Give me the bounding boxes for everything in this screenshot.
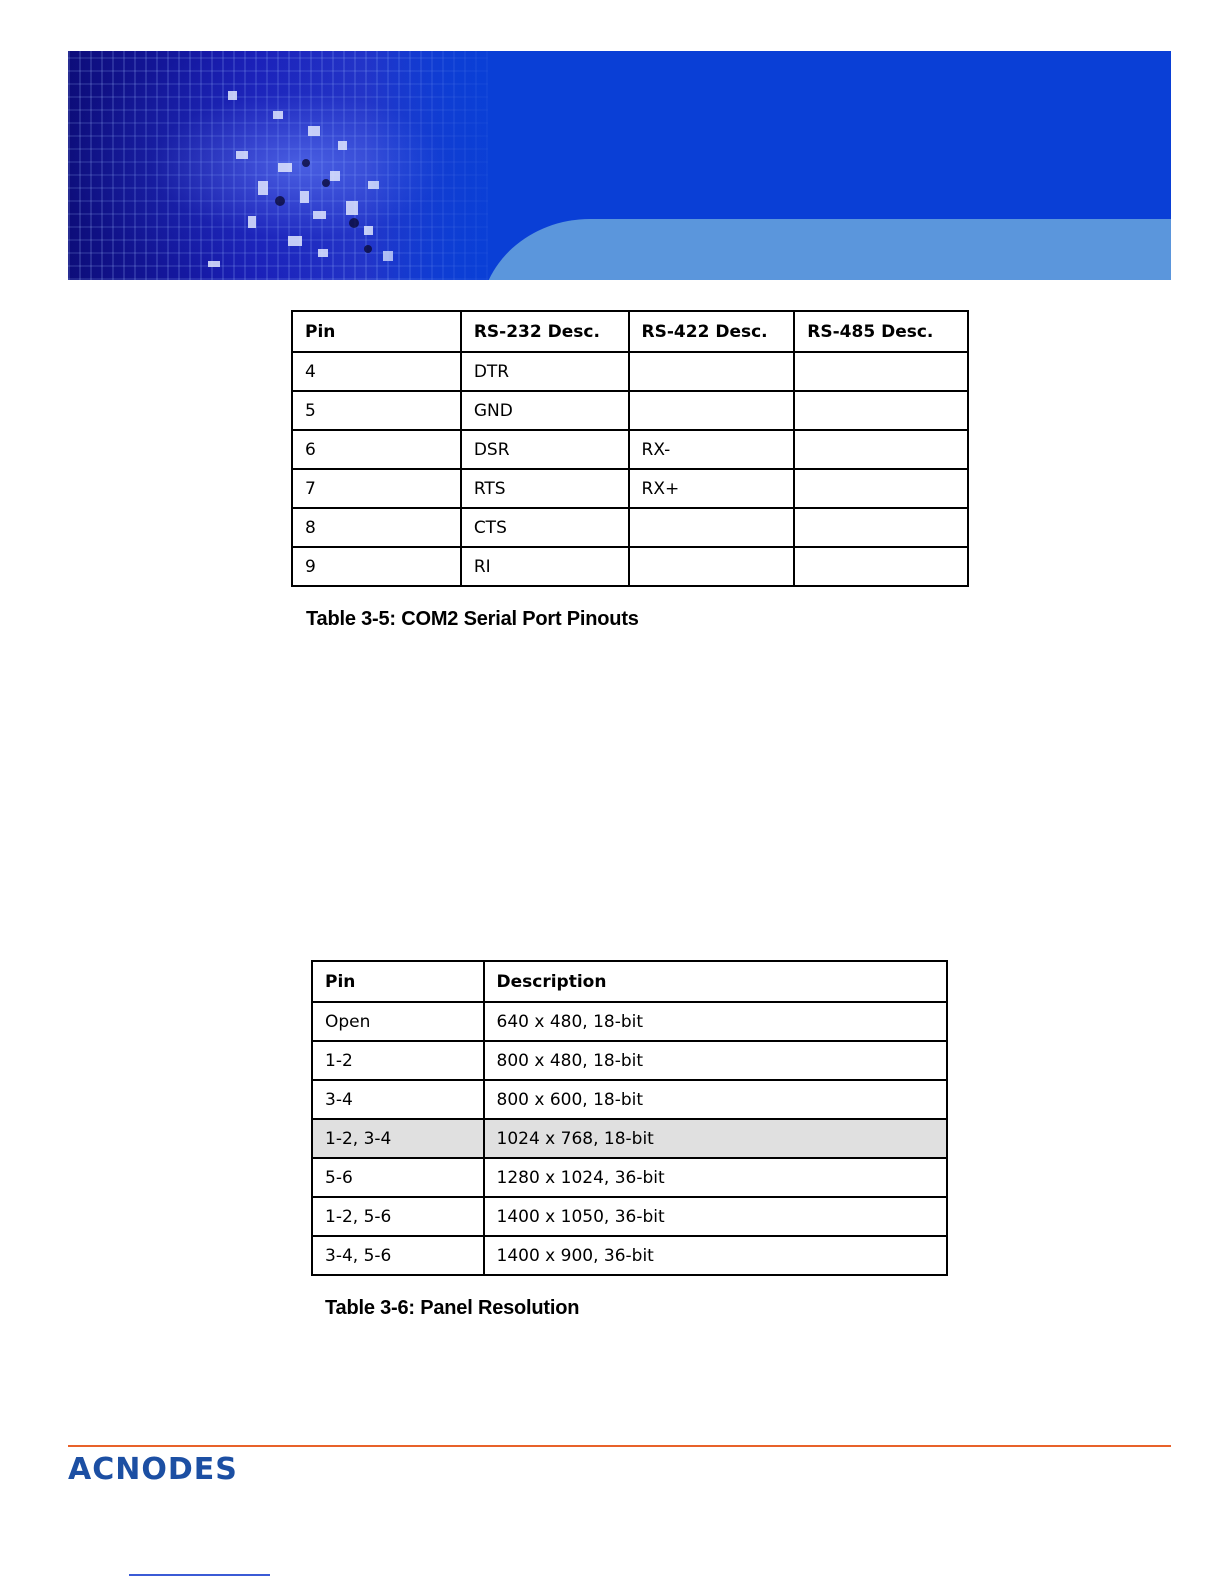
cell-rs232: DSR — [461, 430, 629, 469]
cell-rs232: RI — [461, 547, 629, 586]
table-header-row — [312, 961, 947, 1002]
cell-rs485 — [794, 352, 968, 391]
table-3-6-caption: Table 3-6: Panel Resolution — [325, 1297, 580, 1319]
cell-pin: 6 — [292, 430, 461, 469]
cell-rs485 — [794, 508, 968, 547]
cell-rs485 — [794, 469, 968, 508]
cell-rs485 — [794, 430, 968, 469]
cell-description: 1280 x 1024, 36-bit — [484, 1158, 948, 1197]
cell-pin: 5-6 — [312, 1158, 484, 1197]
header-pin: Pin — [292, 311, 461, 352]
table-row — [312, 1041, 947, 1080]
cell-pin: 1-2, 3-4 — [312, 1119, 484, 1158]
table-row — [312, 1197, 947, 1236]
table-row — [292, 391, 968, 430]
banner-light-shape — [480, 219, 1171, 280]
cell-rs422 — [629, 547, 795, 586]
cell-rs422: RX+ — [629, 469, 795, 508]
cell-rs422: RX- — [629, 430, 795, 469]
table-row — [292, 508, 968, 547]
cell-pin: 4 — [292, 352, 461, 391]
footer-divider — [68, 1445, 1171, 1447]
table-header-row — [292, 311, 968, 352]
header-pin: Pin — [312, 961, 484, 1002]
cell-rs232: RTS — [461, 469, 629, 508]
table-row — [312, 1002, 947, 1041]
table-row — [292, 469, 968, 508]
cell-rs232: GND — [461, 391, 629, 430]
cell-pin: 3-4, 5-6 — [312, 1236, 484, 1275]
cell-pin: 1-2 — [312, 1041, 484, 1080]
table-3-5-caption: Table 3-5: COM2 Serial Port Pinouts — [306, 608, 639, 630]
header-description: Description — [484, 961, 948, 1002]
table-row-highlighted — [312, 1119, 947, 1158]
cell-pin: 9 — [292, 547, 461, 586]
cell-description: 800 x 600, 18-bit — [484, 1080, 948, 1119]
cell-rs422 — [629, 391, 795, 430]
cell-pin: 1-2, 5-6 — [312, 1197, 484, 1236]
acnodes-logo: ACNODES — [68, 1452, 238, 1487]
cell-pin: 5 — [292, 391, 461, 430]
table-row — [312, 1236, 947, 1275]
cell-pin: 7 — [292, 469, 461, 508]
cell-pin: 3-4 — [312, 1080, 484, 1119]
header-rs232: RS-232 Desc. — [461, 311, 629, 352]
banner-fade — [368, 51, 528, 280]
cell-description: 1024 x 768, 18-bit — [484, 1119, 948, 1158]
cell-description: 800 x 480, 18-bit — [484, 1041, 948, 1080]
footer-link-underline[interactable] — [129, 1574, 270, 1576]
cell-description: 1400 x 900, 36-bit — [484, 1236, 948, 1275]
header-rs485: RS-485 Desc. — [794, 311, 968, 352]
table-row — [312, 1158, 947, 1197]
cell-rs232: DTR — [461, 352, 629, 391]
header-rs422: RS-422 Desc. — [629, 311, 795, 352]
cell-rs422 — [629, 352, 795, 391]
table-row — [292, 430, 968, 469]
cell-rs232: CTS — [461, 508, 629, 547]
cell-description: 640 x 480, 18-bit — [484, 1002, 948, 1041]
table-row — [312, 1080, 947, 1119]
table-row — [292, 352, 968, 391]
cell-pin: 8 — [292, 508, 461, 547]
cell-description: 1400 x 1050, 36-bit — [484, 1197, 948, 1236]
header-banner — [68, 51, 1171, 280]
cell-rs485 — [794, 547, 968, 586]
panel-resolution-table — [311, 960, 948, 1276]
table-row — [292, 547, 968, 586]
cell-pin: Open — [312, 1002, 484, 1041]
cell-rs422 — [629, 508, 795, 547]
com2-pinout-table — [291, 310, 969, 587]
cell-rs485 — [794, 391, 968, 430]
